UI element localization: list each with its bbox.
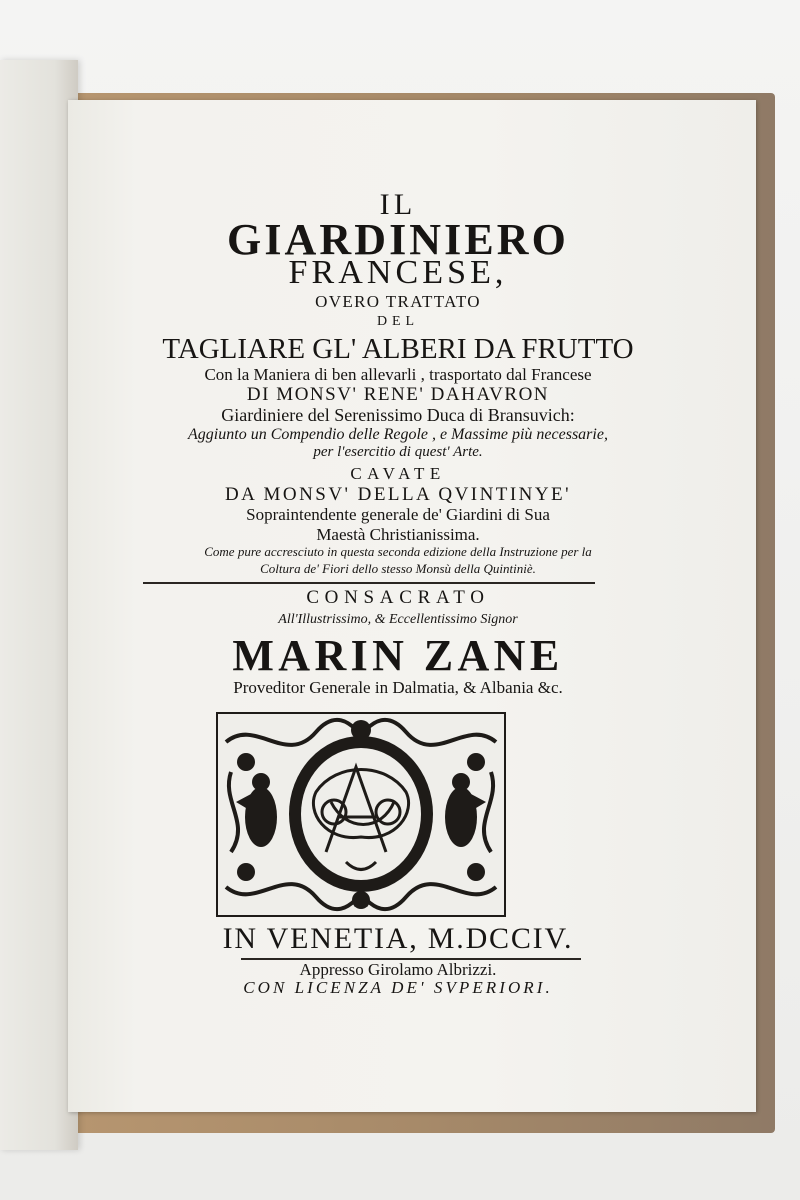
title-line-giardiniero: GIARDINIERO xyxy=(227,215,569,264)
maesta-line: Maestà Christianissima. xyxy=(316,525,480,544)
left-page xyxy=(0,60,78,1150)
title-line-il: IL xyxy=(379,188,417,221)
sopraintendente-line: Sopraintendente generale de' Giardini di Sua xyxy=(246,505,550,524)
printer-line: Appresso Girolamo Albrizzi. xyxy=(299,960,497,979)
compendio-line: Aggiunto un Compendio delle Regole , e Massime più necessarie, xyxy=(188,426,608,443)
printer-device-woodcut-icon xyxy=(216,712,506,917)
licenza-line: CON LICENZA DE' SVPERIORI. xyxy=(243,978,553,997)
dedicatee-name: MARIN ZANE xyxy=(232,631,564,680)
title-line-maniera: Con la Maniera di ben allevarli , trasportato dal Francese xyxy=(204,365,592,384)
author-line: DI MONSV' RENE' DAHAVRON xyxy=(246,384,550,405)
quintinye-line: DA MONSV' DELLA QVINTINYE' xyxy=(224,484,572,505)
dedication-line: All'Illustrissimo, & Eccellentissimo Signor xyxy=(278,612,518,627)
title-line-del: DEL xyxy=(377,314,419,329)
title-line-tagliare: TAGLIARE GL' ALBERI DA FRUTTO xyxy=(162,333,634,365)
title-line-francese: FRANCESE, xyxy=(288,254,508,291)
title-line-overo-trattato: OVERO TRATTATO xyxy=(315,292,481,311)
imprint-place-date: IN VENETIA, M.DCCIV. xyxy=(222,922,574,955)
esercitio-line: per l'esercitio di quest' Arte. xyxy=(313,444,483,460)
consacrato-line: CONSACRATO xyxy=(306,587,490,608)
proveditor-line: Proveditor Generale in Dalmatia, & Albania &c. xyxy=(233,678,563,697)
cavate-line: CAVATE xyxy=(350,464,446,483)
author-role-line: Giardiniere del Serenissimo Duca di Bransuvich: xyxy=(221,405,575,425)
coltura-line: Coltura de' Fiori dello stesso Monsù della Quintiniè. xyxy=(260,561,536,576)
edizione-line: Come pure accresciuto in questa seconda edizione della Instruzione per la xyxy=(204,544,592,559)
top-rule xyxy=(143,582,595,584)
